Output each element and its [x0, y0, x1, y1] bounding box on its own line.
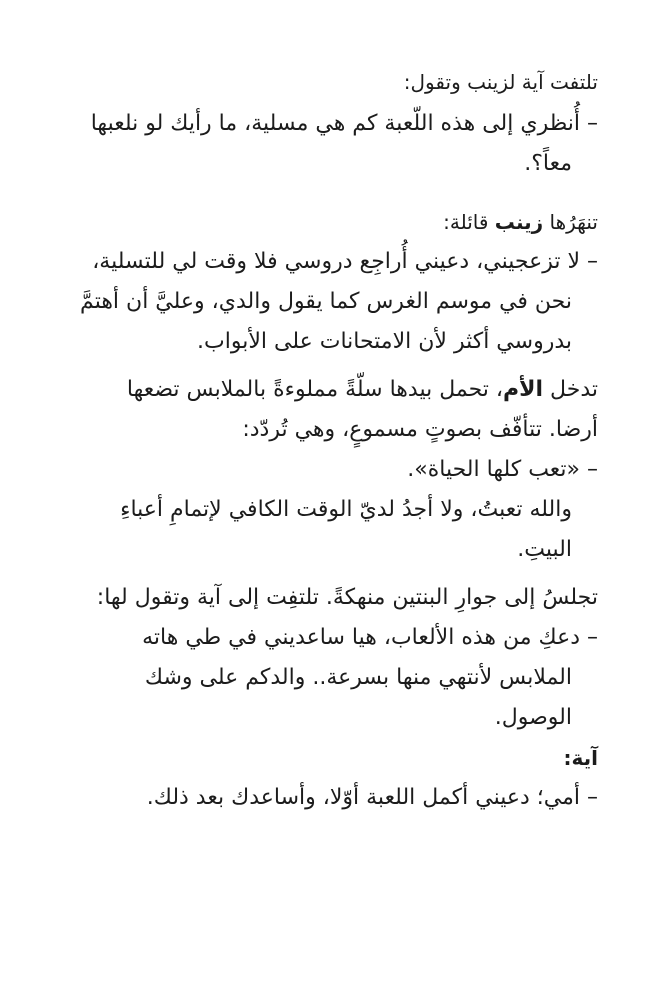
- narration-line: تلتفت آية لزينب وتقول:: [403, 70, 598, 94]
- dialogue-line: – «تعب كلها الحياة».: [407, 457, 598, 482]
- speaker-name: آية:: [563, 746, 598, 770]
- spacer: [40, 184, 598, 202]
- dialogue-line: نحن في موسم الغرس كما يقول والدي، وعليَّ أن أهتمَّ: [80, 289, 572, 314]
- story-page: [40, 62, 598, 818]
- dialogue-line: بدروسي أكثر لأن الامتحانات على الأبواب.: [197, 329, 572, 354]
- spacer: [40, 570, 598, 578]
- dialogue-line: والله تعبتُ، ولا أجدُ لديّ الوقت الكافي لإتمامِ أعباءِ: [120, 497, 572, 522]
- dialogue-line: – دعكِ من هذه الألعاب، هيا ساعديني في طي هاته: [142, 625, 598, 650]
- dialogue-line: الوصول.: [494, 705, 572, 730]
- dialogue-line: معاً؟.: [524, 151, 572, 176]
- speaker-name: زينب: [494, 210, 544, 234]
- narration-line: تنهَرُها زينب قائلة:: [443, 210, 598, 234]
- narration-line: تدخل الأم، تحمل بيدها سلّةً مملوءةً بالملابس تضعها: [126, 377, 598, 402]
- dialogue-line: – أُنظري إلى هذه اللّعبة كم هي مسلية، ما رأيك لو نلعبها: [90, 111, 598, 136]
- dialogue-line: البيتِ.: [517, 537, 572, 562]
- speaker-name: الأم: [503, 377, 544, 402]
- dialogue-line: – لا تزعجيني، دعيني أُراجِع دروسي فلا وقت لي للتسلية،: [92, 249, 598, 274]
- narration-line: تجلسُ إلى جوارِ البنتين منهكةً. تلتفِت إلى آية وتقول لها:: [96, 585, 598, 610]
- dialogue-line: – أمي؛ دعيني أكمل اللعبة أوّلا، وأساعدك بعد ذلك.: [146, 785, 598, 810]
- dialogue-line: الملابس لأنتهي منها بسرعة.. والدكم على وشك: [144, 665, 572, 690]
- spacer: [40, 362, 598, 370]
- narration-line: أرضا. تتأفّف بصوتٍ مسموعٍ، وهي تُردّد:: [242, 417, 598, 442]
